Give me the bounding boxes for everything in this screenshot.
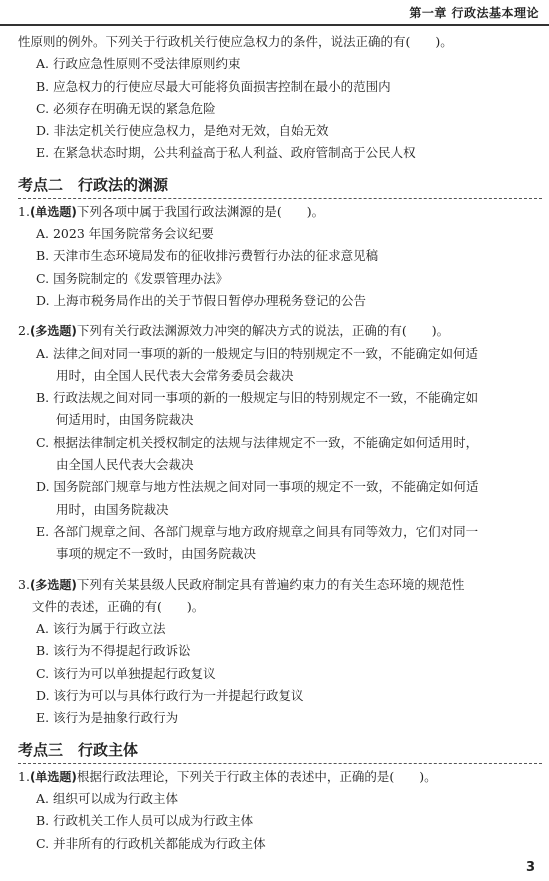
page-header xyxy=(0,0,549,26)
option: B. 行政法规之间对同一事项的新的一般规定与旧的特别规定不一致，不能确定如 何适用时，由国务院裁决 xyxy=(36,390,479,428)
option: A. 组织可以成为行政主体 xyxy=(36,790,178,806)
question-stem xyxy=(18,201,542,223)
page-number: 3 xyxy=(525,860,535,875)
option: C. 该行为可以单独提起行政复议 xyxy=(36,665,216,681)
question-type-tag: (单选题) xyxy=(29,769,77,784)
option: E. 该行为是抽象行政行为 xyxy=(36,710,179,726)
option: C. 国务院制定的《发票管理办法》 xyxy=(36,270,229,286)
question-stem xyxy=(18,574,542,619)
question-text: 根据行政法理论，下列关于行政主体的表述中，正确的是( )。 xyxy=(76,768,437,784)
question xyxy=(18,201,542,312)
option: A. 2023 年国务院常务会议纪要 xyxy=(36,226,214,242)
option: C. 并非所有的行政机关都能成为行政主体 xyxy=(36,835,266,851)
section-title: 考点二 行政法的渊源 xyxy=(18,175,169,194)
question xyxy=(18,574,542,730)
option: A. 该行为属于行政立法 xyxy=(36,621,166,637)
question-text-continued: 文件的表述，正确的有( )。 xyxy=(32,598,205,614)
question-type-tag: (单选题) xyxy=(29,204,77,219)
option: B. 应急权力的行使应尽最大可能将负面损害控制在最小的范围内 xyxy=(36,78,391,94)
question-stem xyxy=(18,320,542,342)
section-title: 考点三 行政主体 xyxy=(18,740,139,759)
page-content xyxy=(18,31,542,855)
option: B. 行政机关工作人员可以成为行政主体 xyxy=(36,813,254,829)
option: C. 根据法律制定机关授权制定的法规与法律规定不一致，不能确定如何适用时， 由全国人民代表大会裁决 xyxy=(36,434,479,473)
chapter-title: 第一章 行政法基本理论 xyxy=(409,6,539,20)
section-heading xyxy=(18,739,542,764)
option: D. 上海市税务局作出的关于节假日暂停办理税务登记的公告 xyxy=(36,292,367,308)
question-text: 下列有关某县级人民政府制定具有普遍约束力的有关生态环境的规范性 xyxy=(76,576,465,592)
option: A. 法律之间对同一事项的新的一般规定与旧的特别规定不一致，不能确定如何适 用时，由全国人民代表大会常务委员会裁决 xyxy=(36,345,478,383)
question-number: 2. xyxy=(18,323,30,339)
intro-options xyxy=(18,53,542,164)
question-type-tag: (多选题) xyxy=(29,324,77,339)
question-stem xyxy=(18,766,542,788)
section-heading xyxy=(18,174,542,199)
option: E. 各部门规章之间、各部门规章与地方政府规章之间具有同等效力，它们对同一 事项的规定不一致时，由国务院裁决 xyxy=(36,523,479,562)
question-type-tag: (多选题) xyxy=(29,577,77,592)
option: D. 国务院部门规章与地方性法规之间对同一事项的规定不一致，不能确定如何适 用时，由国务院裁决 xyxy=(36,479,479,517)
option: B. 该行为不得提起行政诉讼 xyxy=(36,643,191,659)
option: C. 必须存在明确无误的紧急危险 xyxy=(36,100,216,116)
question-number: 1. xyxy=(18,203,30,219)
option: A. 行政应急性原则不受法律原则约束 xyxy=(36,56,241,72)
question xyxy=(18,766,542,855)
intro-question-text: 性原则的例外。下列关于行政机关行使应急权力的条件，说法正确的有( )。 xyxy=(18,34,453,49)
question xyxy=(18,320,542,565)
option: D. 非法定机关行使应急权力，是绝对无效，自始无效 xyxy=(36,123,329,139)
question-text: 下列各项中属于我国行政法渊源的是( )。 xyxy=(76,203,325,219)
option: B. 天津市生态环境局发布的征收排污费暂行办法的征求意见稿 xyxy=(36,248,379,264)
option: E. 在紧急状态时期，公共利益高于私人利益、政府管制高于公民人权 xyxy=(36,145,416,161)
question-number: 1. xyxy=(18,768,30,784)
option: D. 该行为可以与具体行政行为一并提起行政复议 xyxy=(36,688,304,704)
question-number: 3. xyxy=(18,576,30,592)
question-text: 下列有关行政法渊源效力冲突的解决方式的说法，正确的有( )。 xyxy=(76,323,450,339)
